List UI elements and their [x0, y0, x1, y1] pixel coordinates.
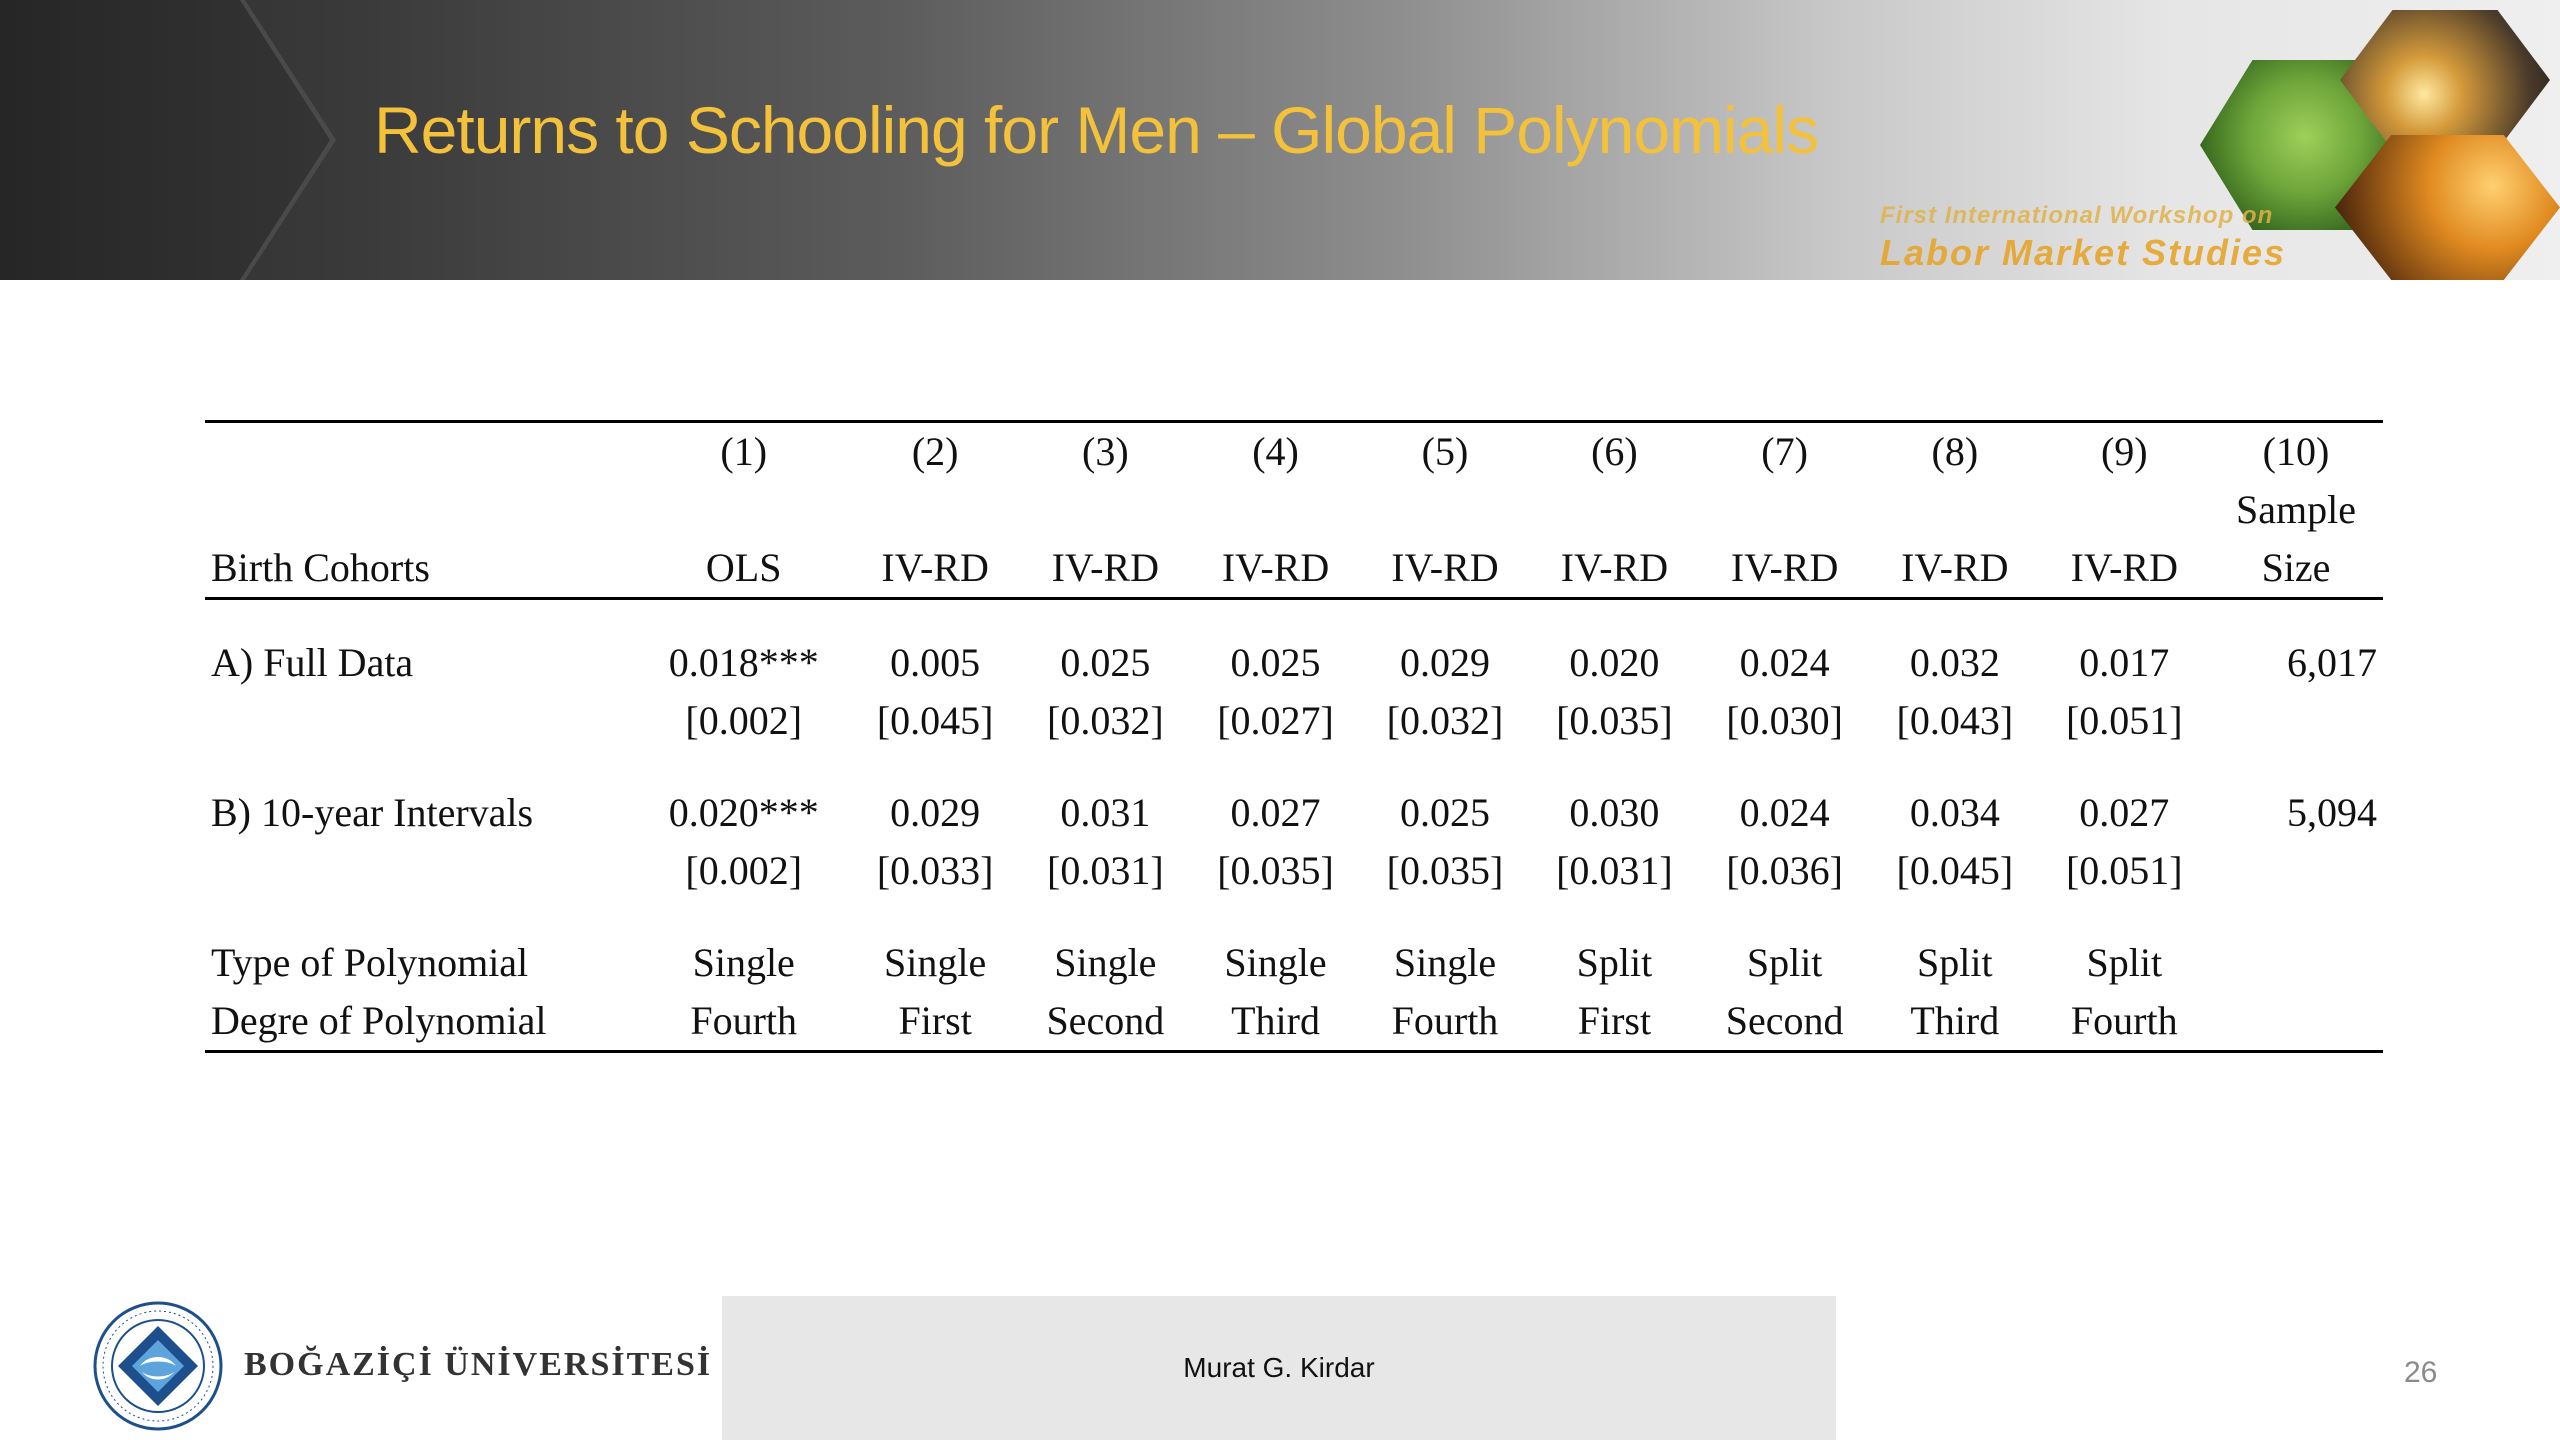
- estimate-cell: 0.027: [2079, 790, 2170, 835]
- method-label: IV-RD: [1191, 539, 1360, 599]
- col-number: (6): [1530, 422, 1699, 482]
- standard-error-cell: [0.045]: [1896, 848, 2014, 893]
- estimate-cell: 0.029: [890, 790, 981, 835]
- birth-cohorts-header: Birth Cohorts: [205, 539, 637, 599]
- estimate-cell: 0.005: [890, 640, 981, 685]
- estimate-cell: 0.025: [1060, 640, 1151, 685]
- standard-error-cell: [0.051]: [2065, 848, 2183, 893]
- standard-error-cell: [0.033]: [876, 848, 994, 893]
- polynomial-degree-cell: Third: [1870, 992, 2039, 1052]
- table-row-full-data-se: [205, 692, 2383, 750]
- polynomial-type-cell: Single: [1224, 940, 1327, 985]
- polynomial-type-cell: Split: [1576, 940, 1653, 985]
- polynomial-degree-cell: Fourth: [1360, 992, 1529, 1052]
- col-number: (8): [1870, 422, 2039, 482]
- polynomial-type-cell: Single: [1054, 940, 1157, 985]
- estimate-cell: 0.020: [1569, 640, 1660, 685]
- method-label: IV-RD: [1360, 539, 1529, 599]
- standard-error-cell: [0.002]: [685, 698, 803, 743]
- method-label: IV-RD: [2040, 539, 2209, 599]
- estimate-cell: 0.018***: [668, 640, 819, 685]
- estimate-cell: 0.025: [1399, 790, 1490, 835]
- table-row-full-data-estimates: [205, 634, 2383, 692]
- standard-error-cell: [0.035]: [1386, 848, 1504, 893]
- col-number: (2): [850, 422, 1019, 482]
- table-row-polynomial-type: [205, 934, 2383, 992]
- estimate-cell: 0.024: [1739, 790, 1830, 835]
- standard-error-cell: [0.031]: [1047, 848, 1164, 893]
- method-row: [205, 539, 2383, 599]
- polynomial-degree-cell: First: [1530, 992, 1699, 1052]
- footer-box: [722, 1296, 1836, 1440]
- method-label: IV-RD: [1530, 539, 1699, 599]
- sample-header-bottom: Size: [2209, 539, 2383, 599]
- estimate-cell: 0.017: [2079, 640, 2170, 685]
- polynomial-type-cell: Split: [1917, 940, 1993, 985]
- standard-error-cell: [0.032]: [1386, 698, 1504, 743]
- university-seal-icon: [92, 1300, 224, 1432]
- estimate-cell: 0.034: [1909, 790, 2000, 835]
- standard-error-cell: [0.035]: [1556, 698, 1673, 743]
- method-label: IV-RD: [1870, 539, 2039, 599]
- polynomial-degree-cell: Fourth: [2040, 992, 2209, 1052]
- method-label: OLS: [637, 539, 850, 599]
- col-number: (7): [1699, 422, 1870, 482]
- workshop-name: Labor Market Studies: [1880, 232, 2287, 273]
- standard-error-cell: [0.032]: [1047, 698, 1164, 743]
- method-label: IV-RD: [1020, 539, 1191, 599]
- polynomial-type-cell: Single: [1393, 940, 1497, 985]
- col-number: (9): [2040, 422, 2209, 482]
- standard-error-cell: [0.045]: [876, 698, 994, 743]
- table-row-ten-year-estimates: [205, 784, 2383, 842]
- results-table: [205, 420, 2383, 1053]
- row-label: Degre of Polynomial: [205, 992, 637, 1052]
- sample-header-top: Sample: [2236, 487, 2356, 532]
- standard-error-cell: [0.036]: [1726, 848, 1843, 893]
- banner-chevron: [0, 0, 340, 280]
- estimate-cell: 0.031: [1060, 790, 1151, 835]
- polynomial-degree-cell: Third: [1191, 992, 1360, 1052]
- estimate-cell: 0.020***: [668, 790, 819, 835]
- polynomial-type-cell: Single: [884, 940, 987, 985]
- col-number: (5): [1360, 422, 1529, 482]
- polynomial-degree-cell: Second: [1699, 992, 1870, 1052]
- estimate-cell: 0.030: [1569, 790, 1660, 835]
- col-number: (3): [1020, 422, 1191, 482]
- col-number: (4): [1191, 422, 1360, 482]
- column-number-row: [205, 422, 2383, 482]
- sample-size-cell: 6,017: [2287, 640, 2377, 685]
- sample-label-row: [205, 481, 2383, 539]
- polynomial-degree-cell: First: [850, 992, 1019, 1052]
- standard-error-cell: [0.002]: [685, 848, 803, 893]
- polynomial-type-cell: Split: [2086, 940, 2163, 985]
- polynomial-type-cell: Split: [1746, 940, 1823, 985]
- estimate-cell: 0.024: [1739, 640, 1830, 685]
- standard-error-cell: [0.051]: [2065, 698, 2183, 743]
- polynomial-degree-cell: Second: [1020, 992, 1191, 1052]
- estimate-cell: 0.027: [1230, 790, 1321, 835]
- sample-size-cell: 5,094: [2287, 790, 2377, 835]
- standard-error-cell: [0.043]: [1896, 698, 2014, 743]
- standard-error-cell: [0.027]: [1217, 698, 1334, 743]
- row-label: Type of Polynomial: [211, 940, 529, 985]
- standard-error-cell: [0.031]: [1556, 848, 1673, 893]
- polynomial-type-cell: Single: [692, 940, 795, 985]
- header-banner: [0, 0, 2560, 280]
- estimate-cell: 0.029: [1399, 640, 1490, 685]
- col-number: (1): [637, 422, 850, 482]
- standard-error-cell: [0.035]: [1217, 848, 1334, 893]
- workshop-subtitle: First International Workshop on: [1880, 202, 2274, 229]
- table-row-polynomial-degree: [205, 992, 2383, 1052]
- estimate-cell: 0.032: [1909, 640, 2000, 685]
- standard-error-cell: [0.030]: [1726, 698, 1843, 743]
- author-name: Murat G. Kirdar: [1183, 1352, 1375, 1383]
- university-name: BOĞAZİÇİ ÜNİVERSİTESİ: [244, 1346, 713, 1383]
- slide-title: Returns to Schooling for Men – Global Polynomials: [374, 93, 1819, 167]
- estimate-cell: 0.025: [1230, 640, 1321, 685]
- method-label: IV-RD: [1699, 539, 1870, 599]
- table-row-ten-year-se: [205, 842, 2383, 900]
- col-number: (10): [2209, 422, 2383, 482]
- page-number: 26: [2404, 1356, 2438, 1389]
- row-label: A) Full Data: [211, 640, 414, 685]
- method-label: IV-RD: [850, 539, 1019, 599]
- row-label: B) 10-year Intervals: [211, 790, 534, 835]
- polynomial-degree-cell: Fourth: [637, 992, 850, 1052]
